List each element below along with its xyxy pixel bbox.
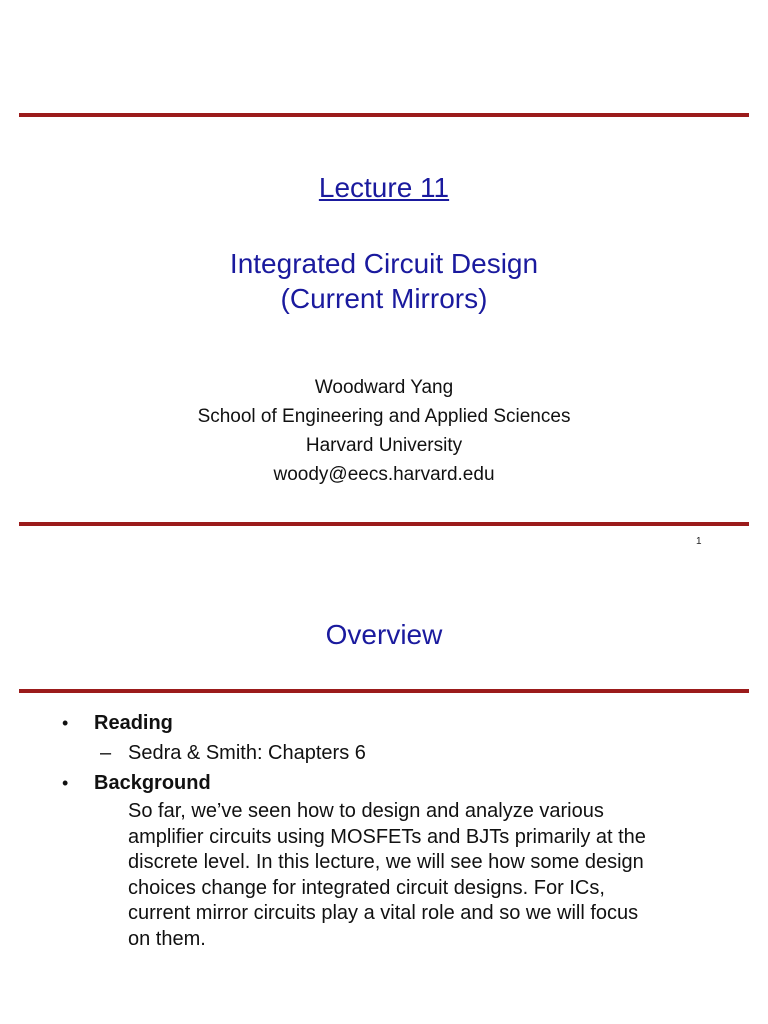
paragraph-line: discrete level. In this lecture, we will see how some design bbox=[128, 851, 644, 873]
lecture-number: Lecture 11 bbox=[318, 172, 450, 203]
bullet-icon: • bbox=[62, 773, 69, 793]
bullet-label: Reading bbox=[94, 712, 173, 734]
bullet-list bbox=[62, 708, 742, 952]
paragraph-line: So far, we’ve seen how to design and analyze various bbox=[128, 800, 604, 822]
background-paragraph bbox=[62, 799, 728, 952]
title-line-1: Integrated Circuit Design bbox=[229, 248, 539, 279]
paragraph-line: current mirror circuits play a vital role and so we will focus bbox=[128, 902, 639, 924]
author-name: Woodward Yang bbox=[314, 377, 454, 398]
dash-icon: – bbox=[100, 742, 112, 764]
bottom-rule-slide1 bbox=[19, 522, 749, 526]
bullet-item-reading bbox=[62, 708, 742, 738]
sub-item-reading bbox=[62, 738, 742, 768]
bullet-icon: • bbox=[62, 713, 69, 733]
sub-item-text: Sedra & Smith: Chapters 6 bbox=[128, 742, 366, 764]
bullet-item-background bbox=[62, 768, 742, 798]
author-block bbox=[0, 373, 768, 489]
title-line-2: (Current Mirrors) bbox=[280, 283, 488, 314]
paragraph-line: choices change for integrated circuit designs. For ICs, bbox=[128, 876, 605, 899]
slide-title bbox=[0, 246, 768, 316]
paragraph-line: on them. bbox=[128, 927, 206, 950]
overview-rule bbox=[19, 689, 749, 693]
overview-title: Overview bbox=[325, 619, 443, 650]
paragraph-line: amplifier circuits using MOSFETs and BJTs primarily at the bbox=[128, 825, 646, 848]
top-rule bbox=[19, 113, 749, 117]
bullet-label: Background bbox=[94, 772, 211, 794]
page-number: 1 bbox=[696, 536, 702, 547]
author-university: Harvard University bbox=[305, 435, 463, 456]
author-email: woody@eecs.harvard.edu bbox=[273, 464, 495, 485]
author-school: School of Engineering and Applied Sciences bbox=[197, 406, 571, 427]
